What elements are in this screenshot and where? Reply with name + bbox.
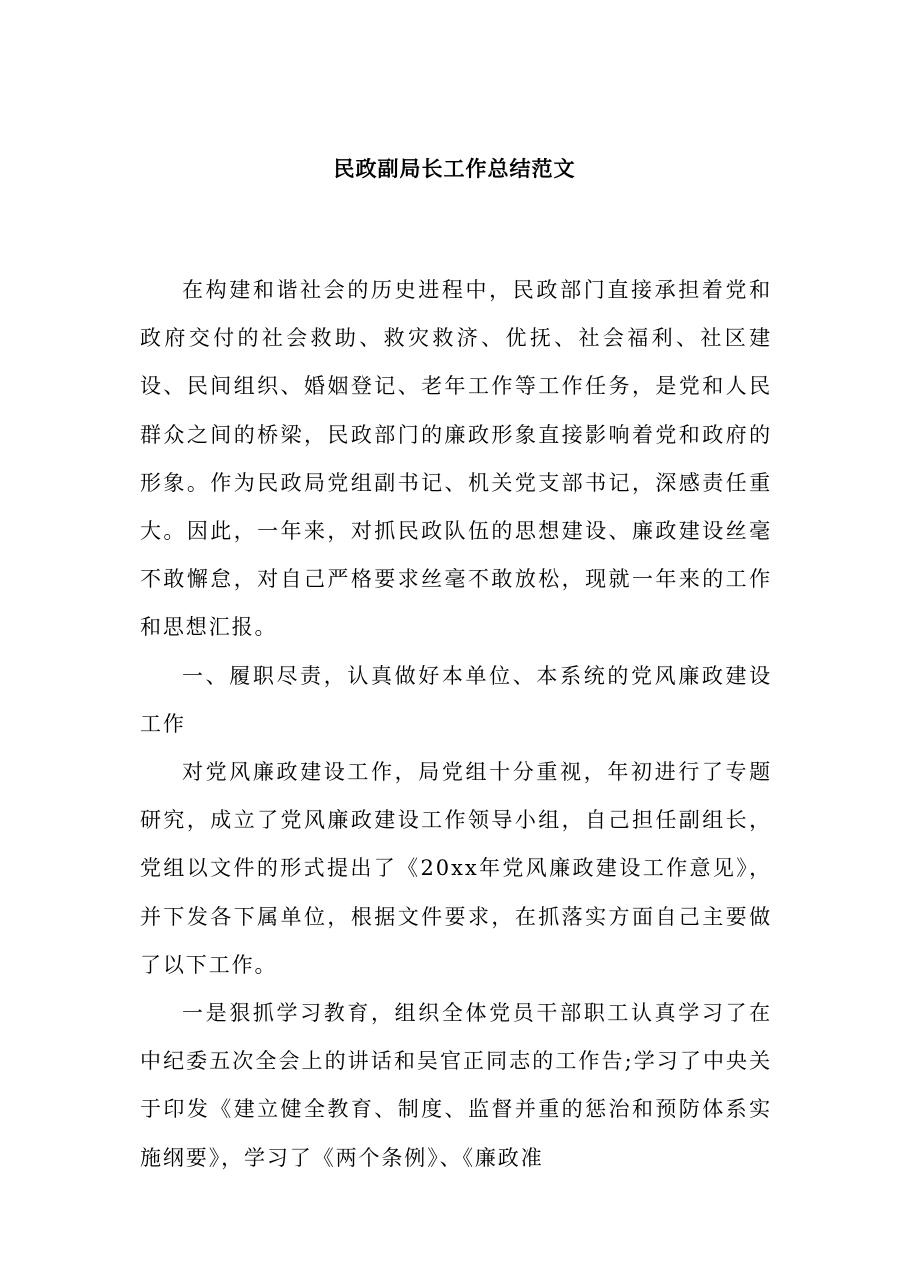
paragraph-point-1: 一是狠抓学习教育，组织全体党员干部职工认真学习了在中纪委五次全会上的讲话和吴官正同志的工作告;学习了中央关于印发《建立健全教育、制度、监督并重的惩治和预防体系实施纲要》，学习了《两个条例》、《廉政准	[140, 1001, 772, 1170]
document-title: 民政副局长工作总结范文	[333, 156, 576, 181]
paragraph-section-1: 对党风廉政建设工作，局党组十分重视，年初进行了专题研究，成立了党风廉政建设工作领导小组，自己担任副组长，党组以文件的形式提出了《20xx年党风廉政建设工作意见》，并下发各下属单位，根据文件要求，在抓落实方面自己主要做了以下工作。	[140, 760, 772, 977]
document-body	[140, 266, 772, 1182]
section-heading-1: 一、履职尽责，认真做好本单位、本系统的党风廉政建设工作	[140, 663, 772, 736]
paragraph-intro: 在构建和谐社会的历史进程中，民政部门直接承担着党和政府交付的社会救助、救灾救济、优抚、社会福利、社区建设、民间组织、婚姻登记、老年工作等工作任务，是党和人民群众之间的桥梁，民政部门的廉政形象直接影响着党和政府的形象。作为民政局党组副书记、机关党支部书记，深感责任重大。因此，一年来，对抓民政队伍的思想建设、廉政建设丝毫不敢懈怠，对自己严格要求丝毫不敢放松，现就一年来的工作和思想汇报。	[140, 278, 772, 640]
